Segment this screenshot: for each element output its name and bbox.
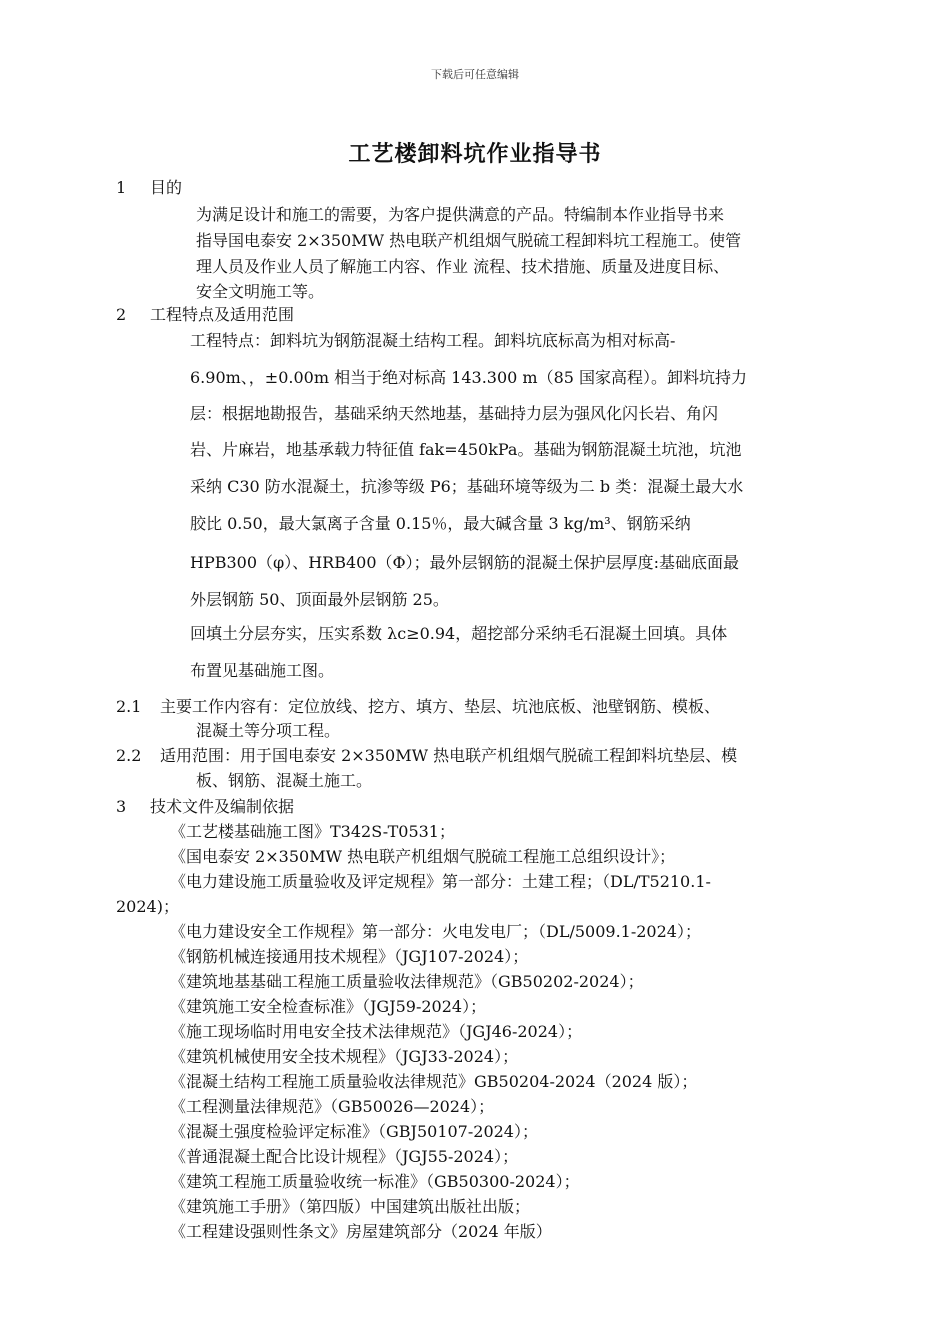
reference-item: 《普通混凝土配合比设计规程》（JGJ55-2024）； [170,1147,519,1166]
section-2-line: 6.90m、，±0.00m 相当于绝对标高 143.300 m（85 国家高程）。卸料坑持力 [190,368,748,387]
section-2-1-number: 2.1 [116,697,142,716]
section-1-line: 安全文明施工等。 [196,282,325,301]
section-2-1-line: 主要工作内容有：定位放线、挖方、填方、垫层、坑池底板、池壁钢筋、模板、 [160,697,721,716]
section-1-heading: 目的 [150,178,183,197]
reference-item-continuation: 2024)； [116,897,179,916]
section-2-line: 采纳 C30 防水混凝土，抗渗等级 P6；基础环境等级为二 b 类：混凝土最大水 [190,477,744,496]
section-1-line: 为满足设计和施工的需要，为客户提供满意的产品。特编制本作业指导书来 [196,205,725,224]
section-2-line: HPB300（φ）、HRB400（Φ）；最外层钢筋的混凝土保护层厚度:基础底面最 [190,553,740,572]
page-header: 下载后可任意编辑 [431,68,519,81]
reference-item: 《工艺楼基础施工图》T342S-T0531； [170,822,455,841]
section-1-line: 指导国电泰安 2×350MW 热电联产机组烟气脱硫工程卸料坑工程施工。使管 [196,231,742,250]
reference-item: 《电力建设安全工作规程》第一部分：火电发电厂；（DL/5009.1-2024）； [170,922,701,941]
section-2-line: 层：根据地勘报告，基础采纳天然地基，基础持力层为强风化闪长岩、角闪 [190,404,719,423]
section-2-line: 胶比 0.50，最大氯离子含量 0.15％，最大碱含量 3 kg/m³、钢筋采纳 [190,514,691,533]
reference-item: 《建筑施工手册》（第四版）中国建筑出版社出版； [170,1197,531,1216]
section-2-1-line: 混凝土等分项工程。 [196,721,341,740]
reference-item: 《工程测量法律规范》（GB50026—2024）； [170,1097,495,1116]
section-1-number: 1 [116,178,127,197]
reference-item: 《施工现场临时用电安全技术法律规范》（JGJ46-2024）； [170,1022,583,1041]
section-2-2-line: 板、钢筋、混凝土施工。 [196,771,373,790]
section-2-line: 布置见基础施工图。 [190,661,335,680]
reference-item: 《混凝土结构工程施工质量验收法律规范》GB50204-2024（2024 版）； [170,1072,698,1091]
reference-item: 《国电泰安 2×350MW 热电联产机组烟气脱硫工程施工总组织设计》； [170,847,676,866]
section-2-line: 外层钢筋 50、顶面最外层钢筋 25。 [190,590,449,609]
reference-item: 《电力建设施工质量验收及评定规程》第一部分：土建工程；（DL/T5210.1- [170,872,711,891]
document-title: 工艺楼卸料坑作业指导书 [348,141,602,167]
reference-item: 《建筑工程施工质量验收统一标准》（GB50300-2024）； [170,1172,580,1191]
reference-item: 《混凝土强度检验评定标准》（GBJ50107-2024）； [170,1122,538,1141]
reference-item: 《工程建设强则性条文》房屋建筑部分（2024 年版） [170,1222,552,1241]
reference-item: 《建筑地基基础工程施工质量验收法律规范》（GB50202-2024）； [170,972,644,991]
section-2-2-number: 2.2 [116,746,142,765]
reference-item: 《建筑机械使用安全技术规程》（JGJ33-2024）； [170,1047,519,1066]
section-2-line: 岩、片麻岩，地基承载力特征值 fak=450kPa。基础为钢筋混凝土坑池，坑池 [190,440,742,459]
section-3-heading: 技术文件及编制依据 [150,797,295,816]
section-2-number: 2 [116,305,127,324]
section-2-2-line: 适用范围：用于国电泰安 2×350MW 热电联产机组烟气脱硫工程卸料坑垫层、模 [160,746,738,765]
section-1-line: 理人员及作业人员了解施工内容、作业 流程、技术措施、质量及进度目标、 [196,257,730,276]
section-2-line: 工程特点：卸料坑为钢筋混凝土结构工程。卸料坑底标高为相对标高- [190,331,676,350]
section-3-number: 3 [116,797,127,816]
reference-item: 《钢筋机械连接通用技术规程》（JGJ107-2024）； [170,947,529,966]
section-2-heading: 工程特点及适用范围 [150,305,295,324]
reference-item: 《建筑施工安全检查标准》（JGJ59-2024）； [170,997,487,1016]
section-2-line: 回填土分层夯实，压实系数 λc≥0.94，超挖部分采纳毛石混凝土回填。具体 [190,624,728,643]
